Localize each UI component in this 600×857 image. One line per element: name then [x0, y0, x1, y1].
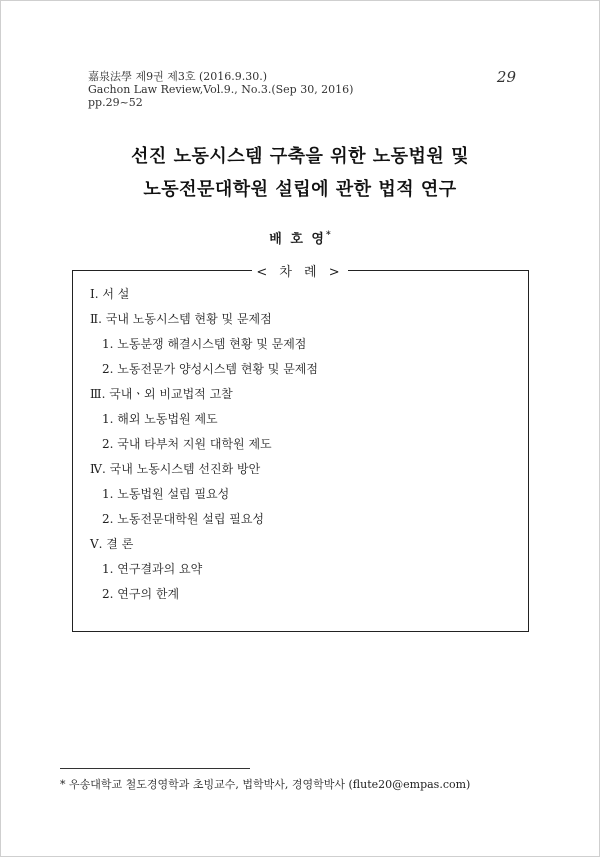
toc-subsection: 2. 국내 타부처 지원 대학원 제도 [102, 437, 272, 451]
author-name: 배 호 영 [269, 232, 326, 247]
page-number: 29 [496, 68, 516, 86]
paper-title-line-1: 선진 노동시스템 구축을 위한 노동법원 및 [131, 146, 469, 167]
toc-subsection: 2. 노동전문가 양성시스템 현황 및 문제점 [102, 362, 318, 376]
author [0, 228, 600, 247]
table-of-contents [90, 285, 318, 610]
journal-name-line: 嘉泉法學 제9권 제3호 (2016.9.30.) [88, 70, 268, 83]
author-footnote: * 우송대학교 철도경영학과 초빙교수, 법학박사, 경영학박사 (flute20@empas.com) [60, 778, 471, 791]
toc-subsection: 2. 연구의 한계 [102, 587, 180, 601]
journal-english-line: Gachon Law Review,Vol.9., No.3.(Sep 30, 2016) [88, 83, 354, 96]
toc-subsection: 1. 해외 노동법원 제도 [102, 412, 218, 426]
toc-subsection: 1. 연구결과의 요약 [102, 562, 203, 576]
author-footnote-mark: * [326, 230, 331, 241]
journal-citation [88, 70, 353, 109]
toc-subsection: 1. 노동분쟁 해결시스템 현황 및 문제점 [102, 337, 307, 351]
toc-section: Ⅲ. 국내ㆍ외 비교법적 고찰 [90, 387, 233, 401]
footnote-divider [60, 768, 250, 769]
journal-pages-line: pp.29~52 [88, 96, 143, 109]
toc-section: Ⅳ. 국내 노동시스템 선진화 방안 [90, 462, 261, 476]
toc-section: Ⅱ. 국내 노동시스템 현황 및 문제점 [90, 312, 272, 326]
toc-subsection: 1. 노동법원 설립 필요성 [102, 487, 230, 501]
toc-section: Ⅴ. 결 론 [90, 537, 134, 551]
paper-title-line-2: 노동전문대학원 설립에 관한 법적 연구 [143, 179, 457, 200]
toc-section: Ⅰ. 서 설 [90, 287, 130, 301]
toc-subsection: 2. 노동전문대학원 설립 필요성 [102, 512, 264, 526]
toc-label: < 차 례 > [252, 264, 347, 282]
